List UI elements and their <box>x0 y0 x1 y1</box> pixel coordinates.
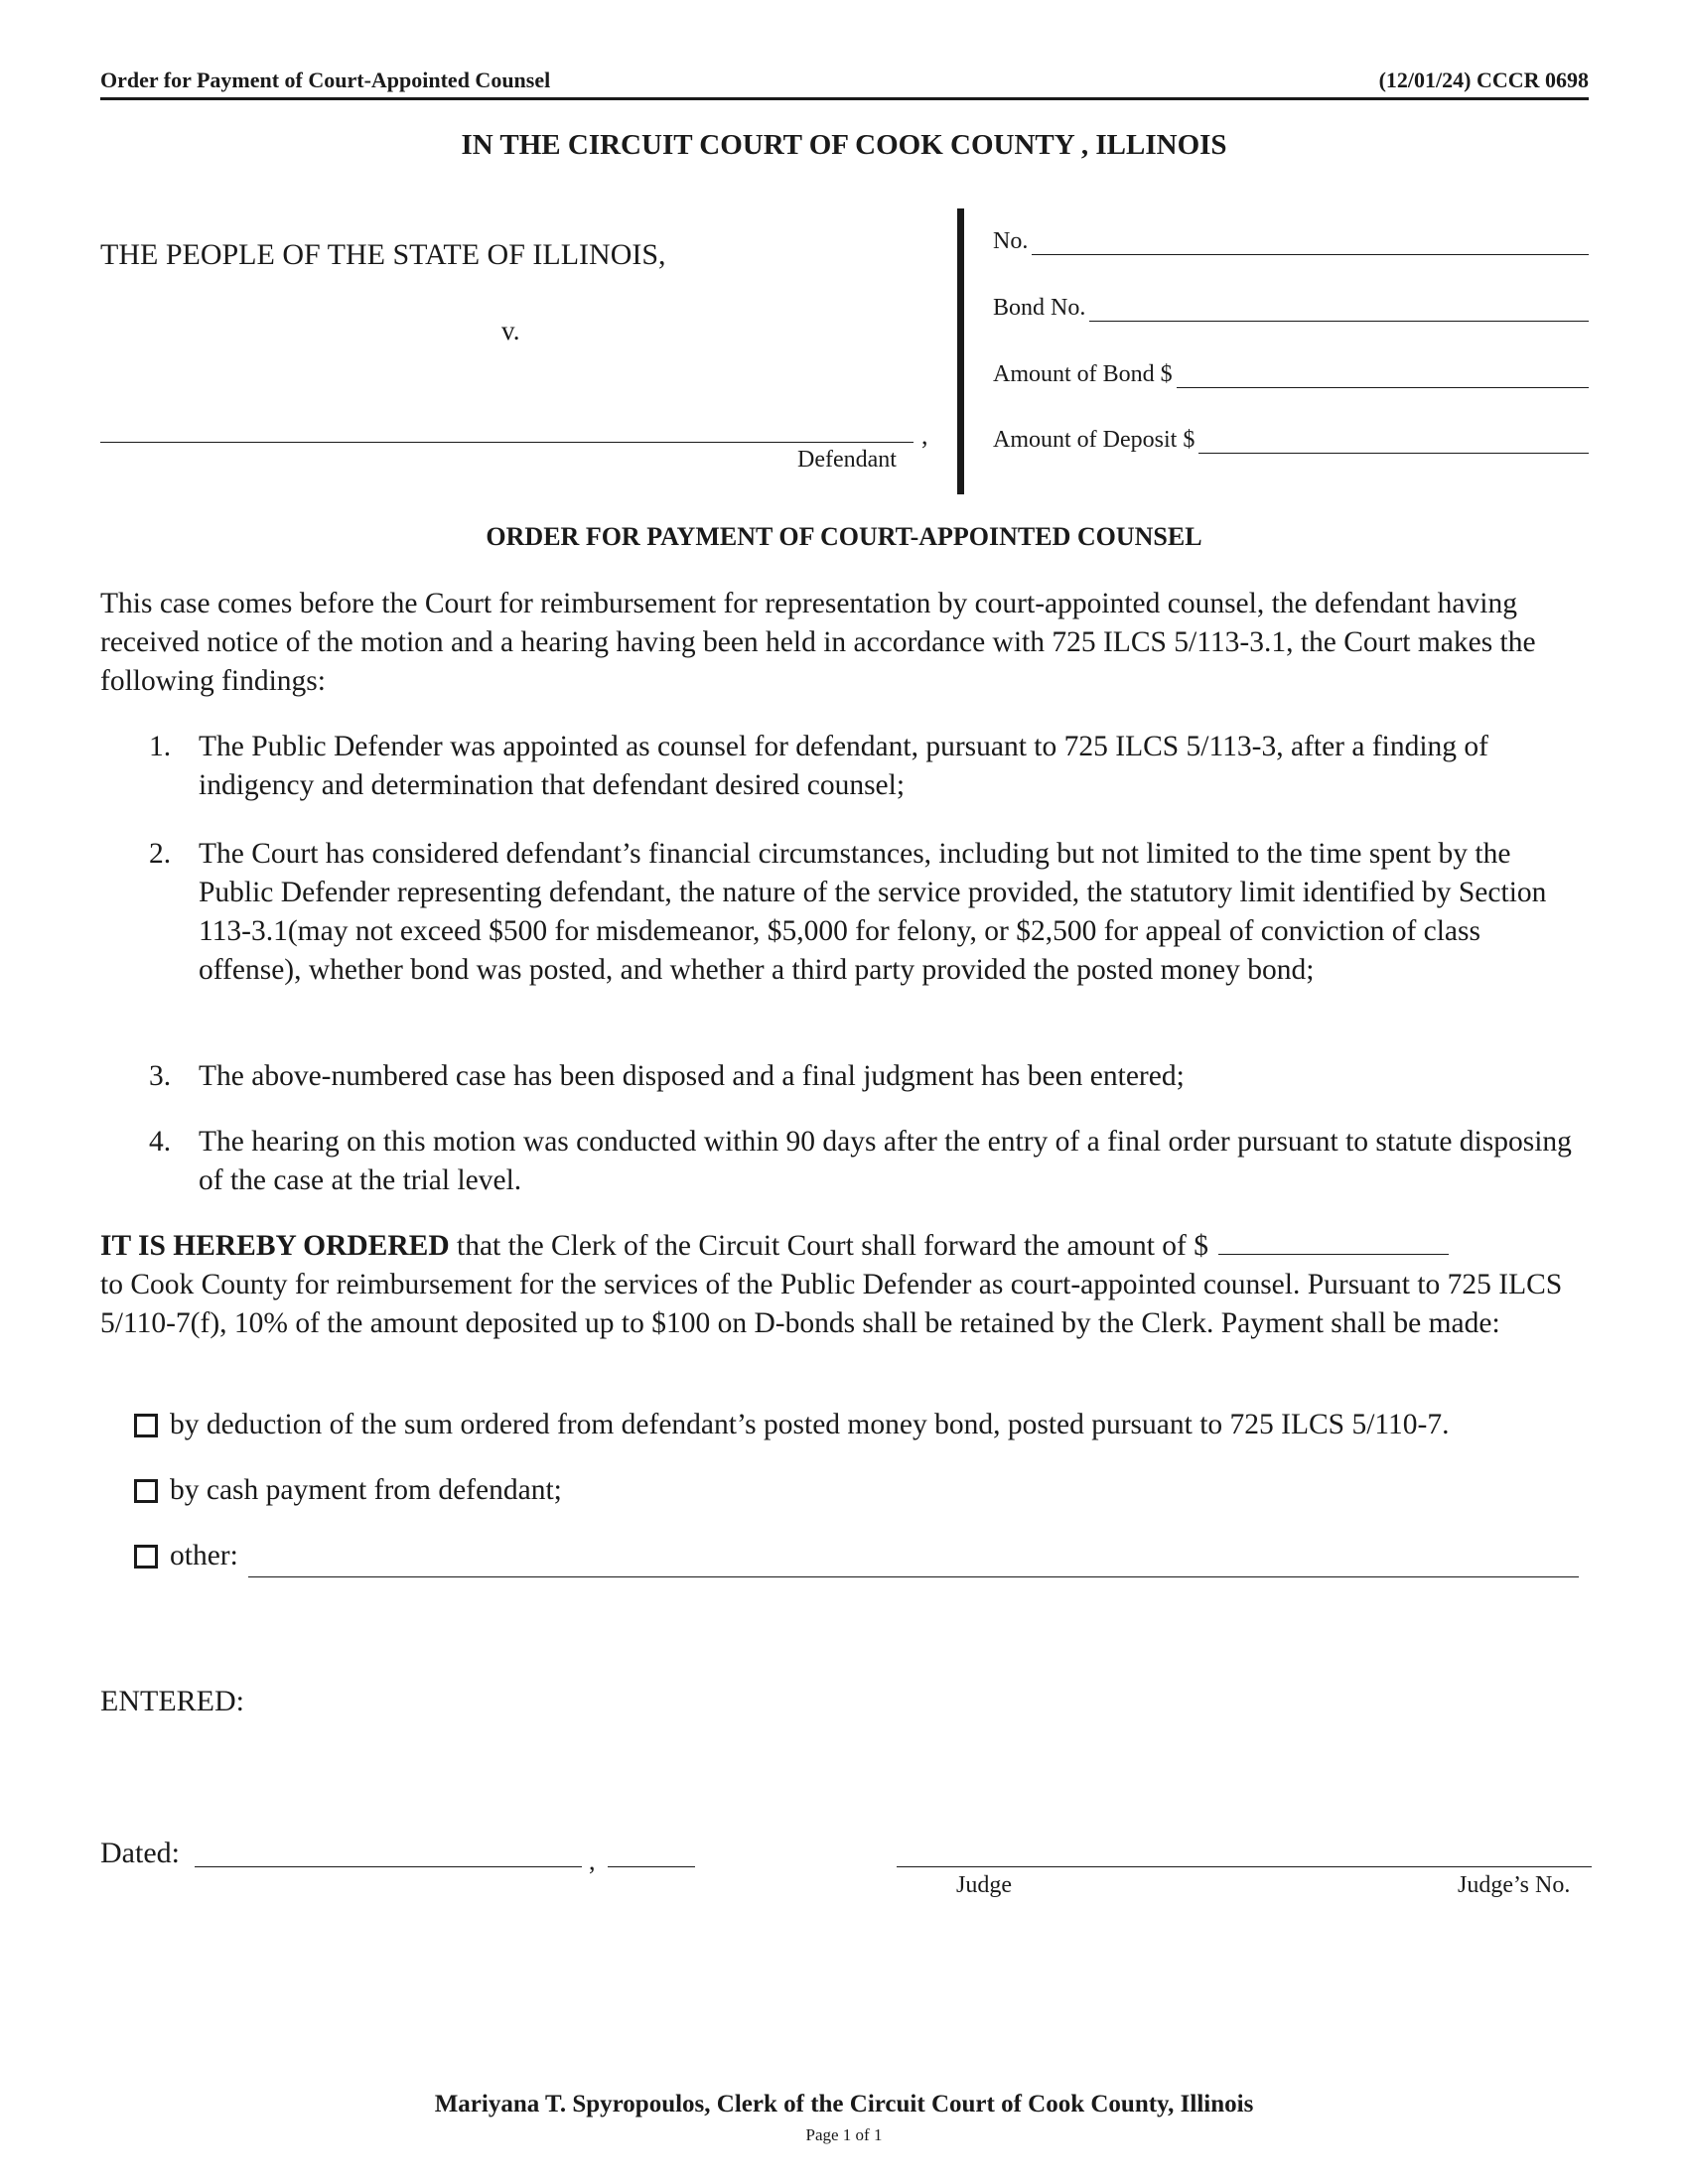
bond-amount-row <box>993 361 1589 388</box>
defendant-label: Defendant <box>797 447 897 473</box>
finding-text: The hearing on this motion was conducted within 90 days after the entry of a final order pursuant to statute disposing of the case at the trial level. <box>199 1126 1572 1196</box>
deposit-amount-label: Amount of Deposit $ <box>993 427 1196 453</box>
page-number: Page 1 of 1 <box>805 2125 883 2144</box>
payment-option-label: by deduction of the sum ordered from defendant’s posted money bond, posted pursuant to 725 ILCS 5/110-7. <box>170 1409 1450 1440</box>
deposit-amount-row <box>993 427 1589 454</box>
finding-number: 2. <box>149 838 172 870</box>
defendant-name-field[interactable] <box>100 442 914 443</box>
bond-amount-label: Amount of Bond $ <box>993 361 1173 387</box>
intro-paragraph: This case comes before the Court for reimbursement for representation by court-appointed counsel, the defendant having received notice of the motion and a hearing having been held in accordance with 725 ILCS 5/113-3.1, the Court makes the following findings: <box>100 588 1536 697</box>
checkbox-icon[interactable] <box>134 1545 158 1569</box>
footer-clerk: Mariyana T. Spyropoulos, Clerk of the Circuit Court of Cook County, Illinois <box>434 2091 1254 2117</box>
date-year-field[interactable] <box>608 1866 695 1867</box>
dated-label: Dated: <box>100 1837 180 1869</box>
form-code: (12/01/24) CCCR 0698 <box>1378 68 1589 92</box>
finding-item <box>149 728 1590 805</box>
finding-number: 1. <box>149 731 172 762</box>
payment-option-label: by cash payment from defendant; <box>170 1474 562 1506</box>
finding-text: The Court has considered defendant’s financial circumstances, including but not limited to the time spent by the Public Defender representing defendant, the nature of the service provided, the statutory limit identified by Section 113-3.1(may not exceed $500 for misdemeanor, $5,000 for felony, or $2,500 for appeal of conviction of class offense), whether bond was posted, and whether a third party provided the posted money bond; <box>199 838 1547 986</box>
form-title: Order for Payment of Court-Appointed Counsel <box>100 68 551 92</box>
ordered-text-after: to Cook County for reimbursement for the services of the Public Defender as court-appointed counsel. Pursuant to 725 ILCS 5/110-7(f), 10% of the amount deposited up to $100 on D-bonds shall be retained by the Clerk. Payment shall be made: <box>100 1269 1563 1339</box>
finding-text: The Public Defender was appointed as counsel for defendant, pursuant to 725 ILCS 5/113-3, after a finding of indigency and determination that defendant desired counsel; <box>199 731 1489 801</box>
date-month-day-field[interactable] <box>195 1866 582 1867</box>
finding-item <box>149 1057 1590 1096</box>
checkbox-icon[interactable] <box>134 1414 158 1437</box>
ordered-lead: IT IS HEREBY ORDERED <box>100 1230 450 1262</box>
payment-option-label: other: <box>170 1540 238 1571</box>
finding-item <box>149 835 1590 990</box>
other-payment-field[interactable] <box>248 1576 1579 1577</box>
finding-item <box>149 1123 1590 1200</box>
checkbox-icon[interactable] <box>134 1479 158 1503</box>
bond-number-label: Bond No. <box>993 295 1086 321</box>
ordered-text-before: that the Clerk of the Circuit Court shall forward the amount of $ <box>449 1230 1209 1262</box>
defendant-comma: , <box>921 421 928 450</box>
bond-amount-field[interactable] <box>1177 365 1589 388</box>
order-paragraph <box>100 1227 1590 1343</box>
bond-number-row <box>993 295 1589 322</box>
case-number-field[interactable] <box>1032 232 1589 255</box>
plaintiff-name: THE PEOPLE OF THE STATE OF ILLINOIS, <box>100 238 666 271</box>
judge-label: Judge <box>956 1872 1012 1898</box>
deposit-amount-field[interactable] <box>1198 431 1589 454</box>
order-heading: ORDER FOR PAYMENT OF COURT-APPOINTED COUNSEL <box>486 522 1202 551</box>
entered-label: ENTERED: <box>100 1685 244 1717</box>
payment-option-cash[interactable] <box>134 1474 562 1507</box>
judge-number-label: Judge’s No. <box>1458 1872 1571 1898</box>
finding-text: The above-numbered case has been disposed and a final judgment has been entered; <box>199 1060 1185 1092</box>
caption-divider <box>957 208 964 494</box>
payment-option-other[interactable] <box>134 1540 238 1572</box>
order-first-line <box>100 1227 1590 1266</box>
court-title: IN THE CIRCUIT COURT OF COOK COUNTY , ILLINOIS <box>461 129 1227 161</box>
header-rule <box>100 97 1589 100</box>
versus-label: v. <box>501 316 520 345</box>
judge-signature-field[interactable] <box>897 1866 1592 1867</box>
payment-option-bond-deduction[interactable] <box>134 1409 1450 1441</box>
case-number-label: No. <box>993 228 1029 254</box>
reimbursement-amount-field[interactable] <box>1218 1230 1449 1255</box>
case-number-row <box>993 228 1589 255</box>
bond-number-field[interactable] <box>1089 299 1589 322</box>
finding-number: 4. <box>149 1126 172 1158</box>
finding-number: 3. <box>149 1060 172 1092</box>
date-comma: , <box>589 1846 596 1875</box>
